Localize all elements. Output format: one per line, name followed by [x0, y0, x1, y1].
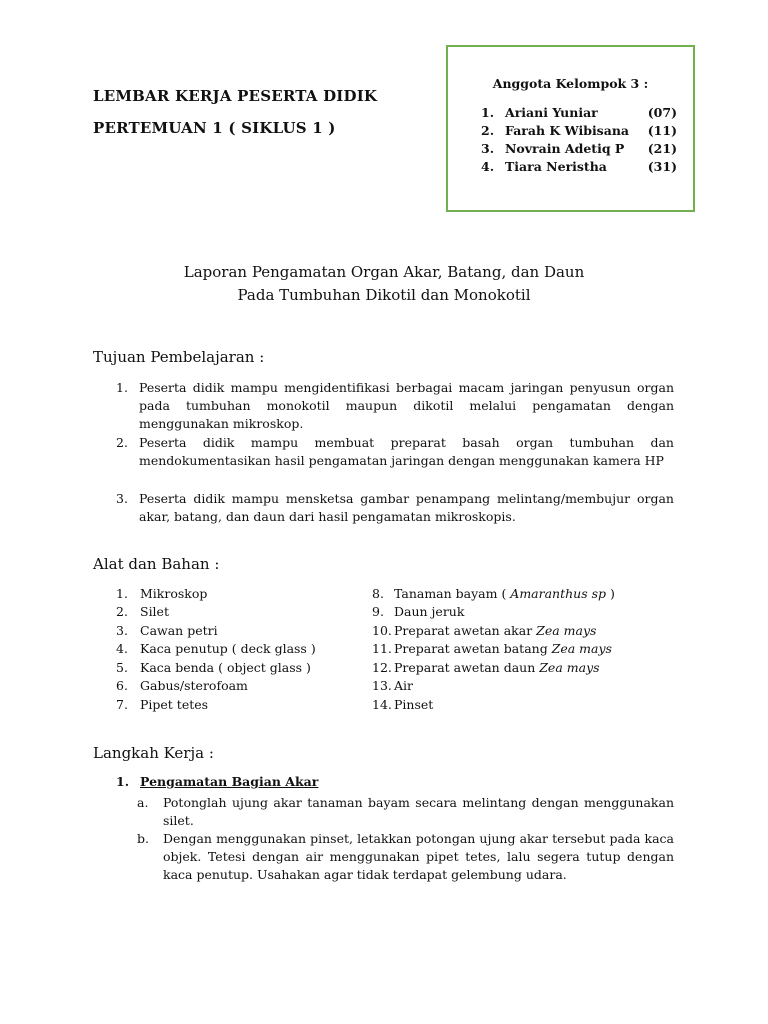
step-title: Pengamatan Bagian Akar — [140, 774, 319, 789]
report-title-line-1: Laporan Pengamatan Organ Akar, Batang, dan Daun — [183, 263, 585, 281]
substep-text: Dengan menggunakan pinset, letakkan potongan ujung akar tersebut pada kaca objek. Tetesi dengan air menggunakan pipet tetes, lalu segera tutup dengan kaca penutup. Usahakan agar tidak terdapat gelembung udara. — [163, 831, 674, 882]
objective-number: 2. — [116, 435, 128, 450]
material-number: 9. — [372, 604, 384, 619]
member-name: Tiara Neristha — [505, 159, 607, 174]
worksheet-title: LEMBAR KERJA PESERTA DIDIK — [93, 87, 378, 105]
substep-text: Potonglah ujung akar tanaman bayam secara melintang dengan menggunakan silet. — [163, 795, 674, 828]
group-member — [481, 105, 677, 123]
species-name: Amaranthus sp — [510, 586, 607, 601]
material-label: Gabus/sterofoam — [140, 678, 248, 693]
member-number: 4. — [481, 159, 495, 174]
steps-heading: Langkah Kerja : — [93, 744, 214, 762]
member-number: 3. — [481, 141, 495, 156]
material-number: 13. — [372, 678, 392, 693]
report-title-line-2: Pada Tumbuhan Dikotil dan Monokotil — [237, 286, 531, 304]
group-heading: Anggota Kelompok 3 : — [492, 76, 649, 91]
objective-item — [116, 490, 674, 526]
objective-text: Peserta didik mampu mengidentifikasi berbagai macam jaringan penyusun organ pada tumbuhan monokotil maupun dikotil melalui pengamatan dengan menggunakan mikroskop. — [139, 380, 674, 431]
group-member — [481, 123, 677, 141]
objective-text: Peserta didik mampu mensketsa gambar penampang melintang/membujur organ akar, batang, dan daun dari hasil pengamatan mikroskopis. — [139, 491, 674, 524]
objective-text: Peserta didik mampu membuat preparat basah organ tumbuhan dan mendokumentasikan hasil pengamatan jaringan dengan menggunakan kamera HP — [139, 435, 674, 468]
material-number: 4. — [116, 641, 128, 656]
member-name: Novrain Adetiq P — [505, 141, 625, 156]
objectives-heading: Tujuan Pembelajaran : — [93, 348, 265, 366]
objective-number: 3. — [116, 491, 128, 506]
substep-letter: b. — [137, 831, 149, 846]
member-number: 1. — [481, 105, 495, 120]
material-label: Kaca penutup ( deck glass ) — [140, 641, 316, 656]
group-member — [481, 159, 677, 177]
material-number: 6. — [116, 678, 128, 693]
member-name: Ariani Yuniar — [505, 105, 598, 120]
group-member — [481, 141, 677, 159]
species-name: Zea mays — [536, 623, 597, 638]
group-members-box — [446, 45, 695, 212]
material-number: 2. — [116, 604, 128, 619]
member-absen: (21) — [647, 141, 677, 156]
member-number: 2. — [481, 123, 495, 138]
material-label: Daun jeruk — [394, 604, 465, 619]
material-label: Preparat awetan daun Zea mays — [394, 660, 600, 675]
material-number: 8. — [372, 586, 384, 601]
step-number: 1. — [116, 774, 130, 789]
material-number: 11. — [372, 641, 392, 656]
material-number: 14. — [372, 697, 392, 712]
objective-number: 1. — [116, 380, 128, 395]
material-label: Cawan petri — [140, 623, 218, 638]
species-name: Zea mays — [539, 660, 600, 675]
material-label: Air — [394, 678, 414, 693]
substep-letter: a. — [137, 795, 149, 810]
material-label: Kaca benda ( object glass ) — [140, 660, 311, 675]
member-absen: (11) — [647, 123, 677, 138]
substep-item — [137, 830, 674, 884]
material-number: 3. — [116, 623, 128, 638]
member-name: Farah K Wibisana — [505, 123, 630, 138]
material-label: Preparat awetan akar Zea mays — [394, 623, 597, 638]
meeting-label: PERTEMUAN 1 ( SIKLUS 1 ) — [93, 119, 336, 137]
group-member-list — [481, 105, 677, 177]
materials-heading: Alat dan Bahan : — [93, 555, 220, 573]
objective-item — [116, 434, 674, 470]
material-label: Preparat awetan batang Zea mays — [394, 641, 612, 656]
material-number: 10. — [372, 623, 392, 638]
material-label: Mikroskop — [140, 586, 208, 601]
species-name: Zea mays — [551, 641, 612, 656]
material-number: 12. — [372, 660, 392, 675]
material-label: Pipet tetes — [140, 697, 209, 712]
substep-item — [137, 794, 674, 830]
material-label: Silet — [140, 604, 169, 619]
material-number: 5. — [116, 660, 128, 675]
member-absen: (31) — [647, 159, 677, 174]
material-number: 7. — [116, 697, 128, 712]
material-number: 1. — [116, 586, 128, 601]
material-label: Pinset — [394, 697, 434, 712]
material-label: Tanaman bayam ( Amaranthus sp ) — [394, 586, 615, 601]
objective-item — [116, 379, 674, 433]
member-absen: (07) — [647, 105, 677, 120]
